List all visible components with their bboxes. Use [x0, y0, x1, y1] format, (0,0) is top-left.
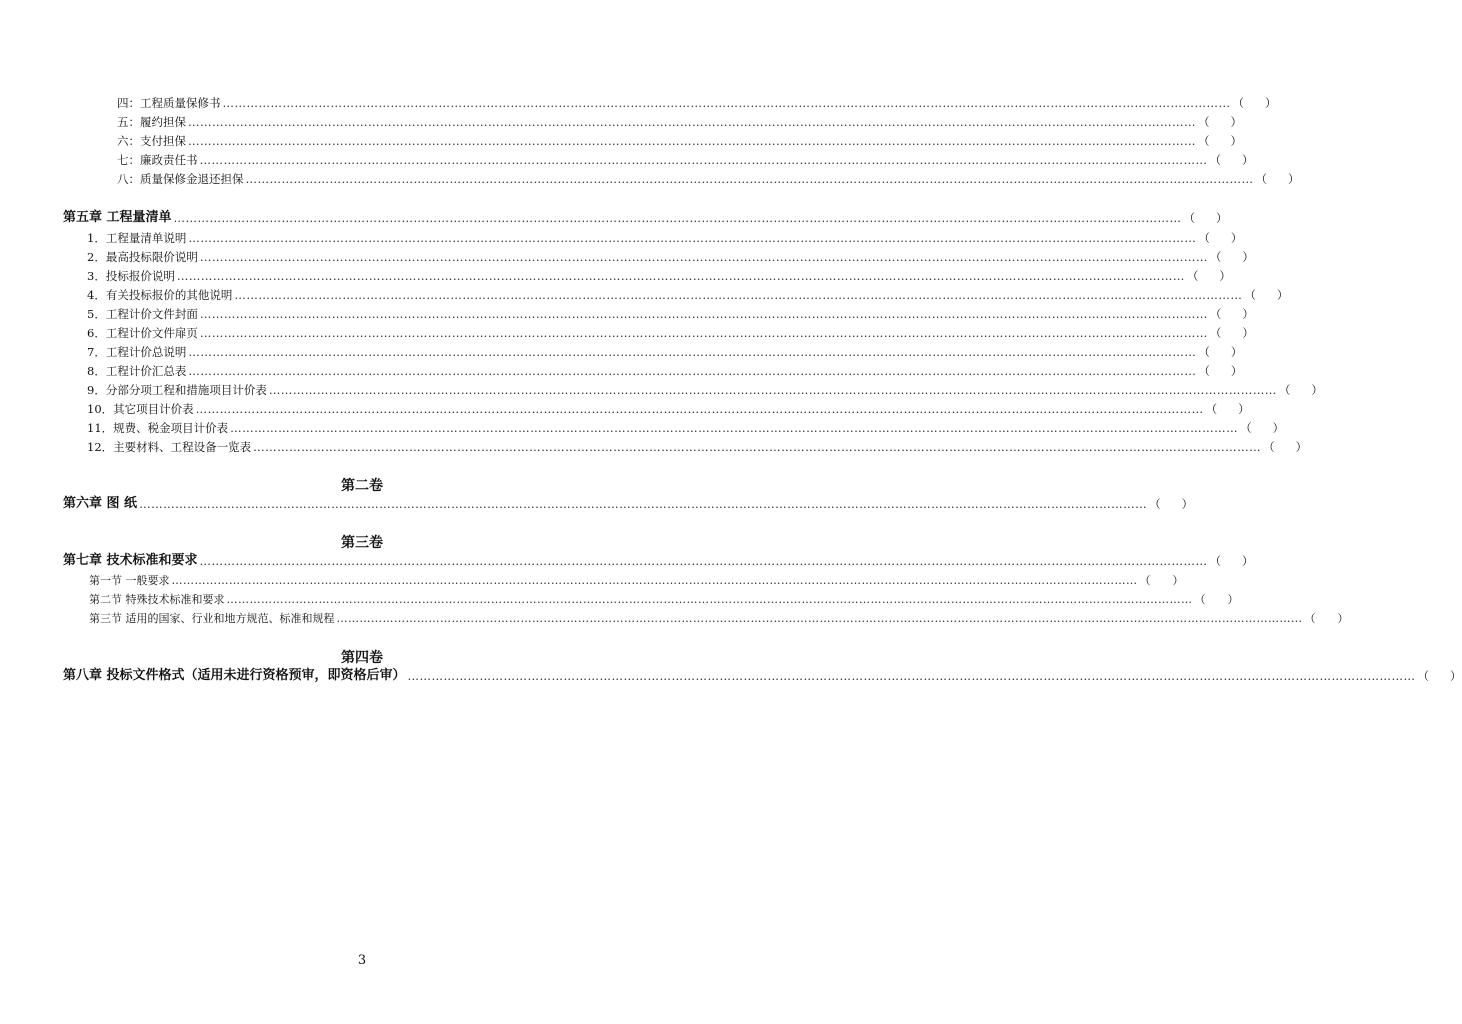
toc-entry[interactable]	[87, 436, 1308, 454]
chapter-title: 第五章 工程量清单	[63, 210, 172, 225]
toc-entry-integrity-book[interactable]	[117, 149, 1254, 167]
dot-leader: ………………………………………………………………………………………………………………………………………………………………………………………………………………………………	[199, 250, 1208, 264]
toc-entry-label: 八：质量保修金退还担保	[117, 172, 244, 186]
toc-entry-label: 第三节 适用的国家、行业和地方规范、标准和规程	[89, 612, 335, 625]
page-ref: （ ）	[1244, 288, 1289, 302]
toc-entry-label: 10．其它项目计价表	[87, 402, 194, 416]
dot-leader: ………………………………………………………………………………………………………………………………………………………………………………………………………………………………	[171, 574, 1138, 587]
dot-leader: ………………………………………………………………………………………………………………………………………………………………………………………………………………………………	[253, 440, 1262, 454]
toc-entry[interactable]	[87, 322, 1254, 340]
page-ref: （ ）	[1417, 669, 1462, 683]
dot-leader: ………………………………………………………………………………………………………………………………………………………………………………………………………………………………	[188, 115, 1196, 129]
toc-entry-label: 8．工程计价汇总表	[87, 364, 187, 378]
volume-3-heading: 第三卷	[341, 535, 383, 551]
dot-leader: ………………………………………………………………………………………………………………………………………………………………………………………………………………………………	[139, 497, 1148, 511]
page-ref: （ ）	[1194, 593, 1239, 606]
page-ref: （ ）	[1304, 612, 1349, 625]
toc-entry[interactable]	[87, 398, 1250, 416]
toc-chapter-5[interactable]	[63, 207, 1228, 225]
page-ref: （ ）	[1198, 345, 1243, 359]
page-ref: （ ）	[1186, 269, 1231, 283]
toc-entry-label: 第一节 一般要求	[89, 574, 170, 587]
volume-2-heading: 第二卷	[341, 478, 383, 494]
dot-leader: ………………………………………………………………………………………………………………………………………………………………………………………………………………………………	[234, 288, 1243, 302]
chapter-title: 第七章 技术标准和要求	[63, 553, 198, 568]
toc-entry[interactable]	[87, 379, 1323, 397]
toc-entry[interactable]	[87, 341, 1243, 359]
page-number: 3	[357, 953, 367, 968]
dot-leader: ………………………………………………………………………………………………………………………………………………………………………………………………………………………………	[245, 172, 1254, 186]
dot-leader: ………………………………………………………………………………………………………………………………………………………………………………………………………………………………	[336, 612, 1303, 625]
dot-leader: ………………………………………………………………………………………………………………………………………………………………………………………………………………………………	[188, 345, 1197, 359]
toc-entry-label: 9．分部分项工程和措施项目计价表	[87, 383, 267, 397]
toc-chapter-6[interactable]	[63, 493, 1194, 511]
page-ref: （ ）	[1278, 383, 1323, 397]
dot-leader: ………………………………………………………………………………………………………………………………………………………………………………………………………………………………	[176, 269, 1185, 283]
toc-entry[interactable]	[87, 227, 1243, 245]
page-ref: （ ）	[1209, 250, 1254, 264]
toc-entry[interactable]	[87, 246, 1254, 264]
page-ref: （ ）	[1198, 115, 1242, 129]
toc-entry-label: 5．工程计价文件封面	[87, 307, 198, 321]
dot-leader: ………………………………………………………………………………………………………………………………………………………………………………………………………………………………	[195, 402, 1204, 416]
toc-entry-performance-guarantee[interactable]	[117, 111, 1242, 129]
toc-entry-section-3[interactable]	[89, 608, 1349, 626]
page-ref: （ ）	[1198, 231, 1243, 245]
dot-leader: ………………………………………………………………………………………………………………………………………………………………………………………………………………………………	[188, 364, 1197, 378]
dot-leader: ………………………………………………………………………………………………………………………………………………………………………………………………………………………………	[199, 307, 1208, 321]
toc-entry-retention-guarantee[interactable]	[117, 168, 1300, 186]
dot-leader: ………………………………………………………………………………………………………………………………………………………………………………………………………………………………	[199, 554, 1208, 568]
toc-entry-section-2[interactable]	[89, 589, 1239, 607]
toc-entry-section-1[interactable]	[89, 570, 1184, 588]
page-ref: （ ）	[1209, 307, 1254, 321]
page-ref: （ ）	[1255, 172, 1300, 186]
dot-leader: ………………………………………………………………………………………………………………………………………………………………………………………………………………………………	[230, 421, 1239, 435]
dot-leader: ………………………………………………………………………………………………………………………………………………………………………………………………………………………………	[226, 593, 1193, 606]
page-ref: （ ）	[1183, 211, 1228, 225]
toc-entry-label: 第二节 特殊技术标准和要求	[89, 593, 225, 606]
page-ref: （ ）	[1205, 402, 1250, 416]
toc-entry-label: 6．工程计价文件扉页	[87, 326, 198, 340]
dot-leader: ………………………………………………………………………………………………………………………………………………………………………………………………………………………………	[188, 231, 1197, 245]
page-ref: （ ）	[1263, 440, 1308, 454]
dot-leader: ………………………………………………………………………………………………………………………………………………………………………………………………………………………………	[188, 134, 1196, 148]
toc-entry-warranty-book[interactable]	[117, 92, 1277, 110]
dot-leader: ………………………………………………………………………………………………………………………………………………………………………………………………………………………………	[268, 383, 1277, 397]
page-ref: （ ）	[1232, 96, 1277, 110]
toc-entry-label: 2．最高投标限价说明	[87, 250, 198, 264]
toc-entry-label: 7．工程计价总说明	[87, 345, 187, 359]
toc-entry[interactable]	[87, 360, 1243, 378]
toc-entry[interactable]	[87, 284, 1289, 302]
dot-leader: ………………………………………………………………………………………………………………………………………………………………………………………………………………………………	[407, 669, 1416, 683]
page-ref: （ ）	[1198, 364, 1243, 378]
toc-entry[interactable]	[87, 417, 1285, 435]
toc-entry-label: 四：工程质量保修书	[117, 96, 221, 110]
dot-leader: ………………………………………………………………………………………………………………………………………………………………………………………………………………………………	[199, 153, 1208, 167]
toc-entry-payment-guarantee[interactable]	[117, 130, 1242, 148]
toc-entry[interactable]	[87, 303, 1254, 321]
chapter-title: 第六章 图 纸	[63, 496, 138, 511]
page-ref: （ ）	[1149, 497, 1194, 511]
volume-4-heading: 第四卷	[341, 650, 383, 666]
toc-entry-label: 六：支付担保	[117, 134, 186, 148]
dot-leader: ………………………………………………………………………………………………………………………………………………………………………………………………………………………………	[199, 326, 1208, 340]
toc-entry-label: 12．主要材料、工程设备一览表	[87, 440, 252, 454]
toc-chapter-8[interactable]	[63, 665, 1462, 683]
toc-entry-label: 五：履约担保	[117, 115, 186, 129]
dot-leader: ………………………………………………………………………………………………………………………………………………………………………………………………………………………………	[222, 96, 1231, 110]
page-ref: （ ）	[1240, 421, 1285, 435]
dot-leader: ………………………………………………………………………………………………………………………………………………………………………………………………………………………………	[173, 211, 1182, 225]
page-ref: （ ）	[1198, 134, 1242, 148]
chapter-title: 第八章 投标文件格式（适用未进行资格预审，即资格后审）	[63, 668, 406, 683]
toc-chapter-7[interactable]	[63, 550, 1254, 568]
page-ref: （ ）	[1209, 554, 1254, 568]
toc-entry-label: 11．规费、税金项目计价表	[87, 421, 229, 435]
page-ref: （ ）	[1209, 153, 1254, 167]
toc-entry-label: 3．投标报价说明	[87, 269, 175, 283]
toc-entry[interactable]	[87, 265, 1231, 283]
toc-entry-label: 1．工程量清单说明	[87, 231, 187, 245]
toc-entry-label: 4．有关投标报价的其他说明	[87, 288, 233, 302]
toc-entry-label: 七：廉政责任书	[117, 153, 198, 167]
page-ref: （ ）	[1209, 326, 1254, 340]
page-ref: （ ）	[1139, 574, 1184, 587]
